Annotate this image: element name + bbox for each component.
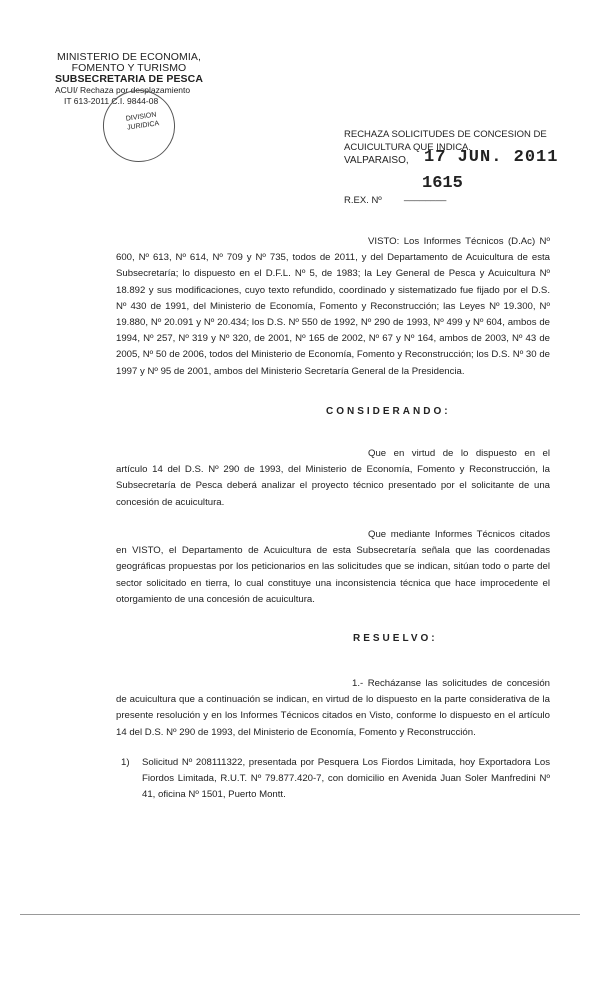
stamp-line-juridica: JURIDICA (126, 120, 160, 132)
date-stamp: 17 JUN. 2011 (424, 148, 559, 167)
rex-label: R.EX. Nº (344, 195, 382, 206)
stamp-text (125, 110, 159, 132)
considerando-paragraph-2: Que mediante Informes Técnicos citados en VISTO, el Departamento de Acuicultura de esta Subsecretaría señala que las coordenadas geográficas propuestas por los peticionarios en las solicitudes que se indican, sitúan todo o parte del sector solicitado en tierra, lo cual constituye una inconsistencia técnica que hace improcedente el otorgamiento de una concesión de acuicultura. (116, 529, 550, 605)
header-reference-2: IT 613-2011 C.I. 9844-08 (64, 96, 159, 106)
header-line-subsecretaria: SUBSECRETARIA DE PESCA (54, 73, 204, 85)
header-line-fomento: FOMENTO Y TURISMO (71, 62, 187, 74)
rex-blank: ________ (404, 191, 447, 202)
header-line-ministry: MINISTERIO DE ECONOMIA, (56, 51, 202, 63)
considerando-paragraph-1: Que en virtud de lo dispuesto en el artículo 14 del D.S. Nº 290 de 1993, del Ministerio de Economía, Fomento y Reconstrucción, la Subsecretaría de Pesca deberá analizar el proyecto técnico presentado por el solicitante de una concesión de acuicultura. (116, 448, 550, 508)
resuelvo-paragraph-1: 1.- Recházanse las solicitudes de concesión de acuicultura que a continuación se indican, en virtud de lo dispuesto en la parte considerativa de la presente resolución y en los Informes Técnicos citados en Visto, conforme lo dispuesto en el artículo 14 del D.S. Nº 290 de 1993, del Ministerio de Economía, Fomento y Reconstrucción. (116, 678, 550, 738)
ministry-header (44, 52, 214, 85)
resuelvo-item-number: 1) (121, 757, 130, 768)
header-reference-1: ACUI/ Rechaza por desplazamiento (55, 85, 191, 95)
resolution-number: 1615 (422, 174, 463, 193)
place-label: VALPARAISO, (344, 155, 409, 166)
subject-line-1: RECHAZA SOLICITUDES DE CONCESION DE (344, 129, 547, 140)
visto-paragraph: VISTO: Los Informes Técnicos (D.Ac) Nº 600, Nº 613, Nº 614, Nº 709 y Nº 735, todos de 2011, y del Departamento de Acuicultura de esta Subsecretaría; lo dispuesto en el D.F.L. Nº 5, de 1983; la Ley General de Pesca y Acuicultura Nº 18.892 y sus modificaciones, cuyo texto refundido, coordinado y sistematizado fue fijado por el D.S. Nº 430 de 1991, del Ministerio de Economía, Fomento y Reconstrucción; las Leyes Nº 19.300, Nº 19.880, Nº 20.091 y Nº 20.434; los D.S. Nº 550 de 1992, Nº 290 de 1993, Nº 499 y Nº 604, ambos de 1994, Nº 257, Nº 319 y Nº 320, de 2001, Nº 165 de 2002, Nº 67 y Nº 164, ambos de 2003, Nº 43 de 2005, Nº 50 de 2006, todos del Ministerio de Economía, Fomento y Reconstrucción; los D.S. Nº 30 de 1997 y Nº 95 de 2001, ambos del Ministerio Secretaría General de la Presidencia. (116, 236, 550, 377)
resuelvo-item-1: Solicitud Nº 208111322, presentada por Pesquera Los Fiordos Limitada, hoy Exportadora Los Fiordos Limitada, R.U.T. Nº 79.877.420-7, con domicilio en Avenida Juan Soler Manfredini Nº 41, oficina Nº 1501, Puerto Montt. (142, 757, 550, 801)
subject-line-2: ACUICULTURA QUE INDICA. (344, 142, 472, 153)
resuelvo-heading: RESUELVO: (353, 633, 438, 644)
considerando-heading: CONSIDERANDO: (326, 406, 451, 417)
stamp-line-division: DIVISION (125, 111, 157, 123)
page-bottom-rule (20, 914, 580, 915)
